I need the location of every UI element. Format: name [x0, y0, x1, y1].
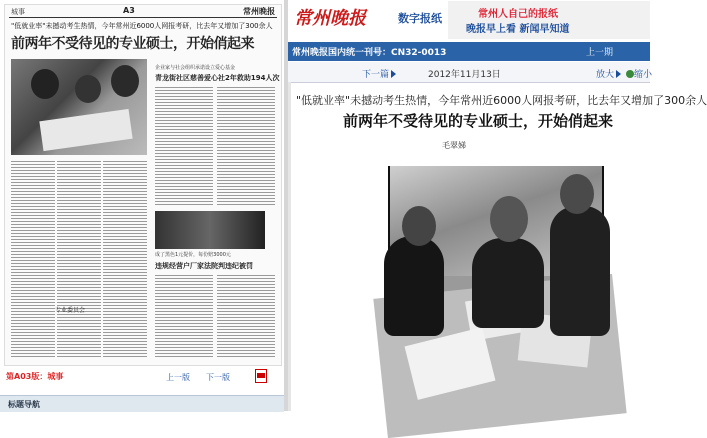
text-column: [217, 85, 275, 207]
prev-page-link[interactable]: 上一版: [166, 373, 190, 382]
text-column: [57, 159, 101, 359]
site-logo-sub: 数字报纸: [398, 12, 442, 25]
special-section-label: 专业委员会: [55, 307, 86, 314]
site-logo[interactable]: 常州晚报: [294, 8, 366, 29]
triangle-right-icon: [616, 70, 621, 78]
next-article-label: 下一篇: [362, 70, 390, 80]
prev-issue-link[interactable]: 上一期: [586, 48, 614, 58]
text-column: [155, 85, 213, 207]
zoom-out-label: 缩小: [634, 70, 653, 80]
text-column: [217, 273, 275, 359]
next-page-link[interactable]: 下一版: [206, 373, 230, 382]
page-photo[interactable]: [11, 59, 147, 155]
newspaper-page-image[interactable]: [4, 4, 282, 366]
newspaper-pane: [0, 0, 284, 411]
paper-brand: 常州晚报: [243, 6, 275, 16]
page-headline[interactable]: 前两年不受待见的专业硕士，开始俏起来: [11, 36, 254, 52]
triangle-right-icon: [391, 70, 396, 78]
article-photo: [388, 166, 604, 411]
issue-info: 常州晚报国内统一刊号：CN32-0013: [292, 48, 447, 58]
article-author: 毛翠娣: [442, 141, 466, 150]
next-article-button[interactable]: [362, 67, 396, 80]
content-edge: [288, 82, 291, 411]
title-nav-header: [0, 395, 284, 412]
article-kicker: "低就业率"未撼动考生热情，今年常州近6000人网报考研，比去年又增加了300余人: [296, 94, 707, 107]
section-label: 城事: [11, 8, 25, 16]
article-pane: [288, 0, 707, 411]
zoom-out-icon: [626, 70, 634, 78]
zoom-in-label: 放大: [596, 70, 615, 80]
right-story-photo[interactable]: [155, 211, 265, 249]
issue-bar: [288, 42, 650, 61]
header-rule: [9, 17, 277, 18]
text-column: [103, 159, 147, 359]
page-kicker[interactable]: "低就业率"未撼动考生热情，今年常州近6000人网报考研，比去年又增加了300余人: [11, 22, 273, 30]
slogan-line-2: 晚报早上看 新闻早知道: [466, 24, 570, 35]
issue-date: 2012年11月13日: [428, 70, 501, 80]
article-headline: 前两年不受待见的专业硕士，开始俏起来: [343, 112, 614, 130]
slogan-line-1: 常州人自己的报纸: [478, 9, 558, 20]
second-story-headline[interactable]: 违规经营户厂家法院判违纪被罚: [155, 262, 253, 270]
right-story-kicker: 企业家与社会组织承诺设立爱心基金: [155, 65, 236, 71]
pdf-icon[interactable]: [255, 369, 267, 383]
page-label: 第A03版：城事: [6, 372, 64, 381]
page-number: A3: [123, 6, 135, 15]
zoom-out-button[interactable]: [624, 67, 652, 80]
right-story-headline[interactable]: 青龙街社区慈善爱心社2年救助194人次: [155, 74, 280, 82]
second-story-kicker: 成了黑色1元提价，每份赔3000元: [155, 252, 231, 258]
site-header: [288, 0, 650, 40]
text-column: [155, 273, 213, 359]
title-nav-label: 标题导航: [8, 400, 40, 409]
text-column: [11, 159, 55, 359]
article-toolbar: [288, 62, 653, 83]
zoom-in-button[interactable]: [596, 67, 621, 80]
